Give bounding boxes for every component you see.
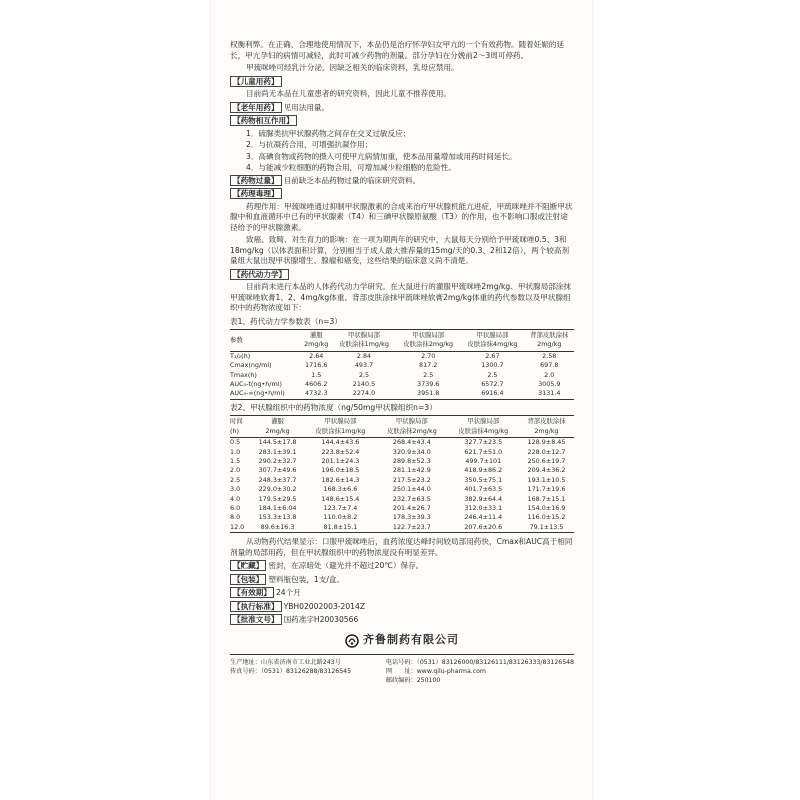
table-cell: 228.0±12.7 bbox=[527, 447, 566, 456]
table-header-cell: 甲状腺局部 皮肤涂抹2mg/kg bbox=[396, 330, 460, 352]
toxicology-section bbox=[230, 188, 574, 200]
table-cell: 2.0 bbox=[544, 370, 555, 379]
company-logo bbox=[230, 634, 574, 648]
table-cell: 401.7±63.5 bbox=[464, 485, 503, 494]
table-cell: 148.6±15.4 bbox=[321, 494, 360, 503]
table-cell: 209.4±36.2 bbox=[527, 466, 566, 475]
table1-caption: 表1、药代动力学参数表（n=3） bbox=[230, 316, 342, 326]
footer-address: 生产地址：山东省济南市工业北路243号 bbox=[230, 658, 341, 666]
table-cell: 312.0±33.1 bbox=[464, 504, 503, 512]
table-cell: 168.3±6.6 bbox=[323, 485, 358, 494]
table-cell: 2140.5 bbox=[352, 380, 376, 389]
table-cell: 307.7±49.6 bbox=[258, 466, 297, 475]
overdose-text: 目前缺乏本品药物过量的临床研究资料。 bbox=[283, 175, 421, 185]
standard-title: 【执行标准】 bbox=[230, 601, 282, 612]
table-cell: Tmax(h) bbox=[230, 370, 257, 379]
toxicology-title: 【药理毒理】 bbox=[230, 188, 282, 199]
table-cell: 2.58 bbox=[542, 351, 557, 360]
table-cell: 2.84 bbox=[356, 351, 372, 360]
interaction-item: 2．与抗凝药合用，可增强抗凝作用； bbox=[246, 140, 373, 149]
pk-text: 目前尚未进行本品的人体药代动力学研究。在大鼠进行的灌服甲巯咪唑2mg/kg、甲状腺局部涂抹甲巯咪唑软膏1、2、4mg/kg体重、背部皮肤涂抹甲巯咪唑软膏2mg/kg体重的药代参数以及甲状腺组织中的药物浓度如下： bbox=[230, 282, 571, 312]
footer-phone: 电话号码：（0531）83126000/83126111/83126333/83126548 bbox=[385, 658, 574, 666]
table-cell: 201.1±24.3 bbox=[321, 456, 360, 465]
table-cell: 320.9±34.0 bbox=[392, 447, 431, 456]
storage-section bbox=[230, 560, 574, 572]
children-text: 目前尚无本品在儿童患者的研究资料，因此儿童不推荐使用。 bbox=[246, 89, 452, 98]
elderly-text: 见用法用量。 bbox=[283, 102, 330, 112]
table-cell: 3739.6 bbox=[417, 380, 440, 389]
table-cell: 110.0±8.2 bbox=[323, 513, 358, 522]
interaction-item: 1．硫脲类抗甲状腺药物之间存在交叉过敏反应； bbox=[246, 128, 411, 138]
pk-parameter-table bbox=[230, 329, 574, 400]
table-cell: 122.7±23.7 bbox=[376, 523, 447, 533]
table-cell: 418.9±86.2 bbox=[464, 466, 503, 475]
table-row bbox=[230, 389, 574, 399]
table-row bbox=[230, 495, 574, 504]
table-row bbox=[230, 351, 574, 361]
table-cell: T₁/₂(h) bbox=[230, 351, 251, 360]
company-name: 齐鲁制药有限公司 bbox=[363, 633, 459, 647]
table-header-cell: 参数 bbox=[230, 330, 301, 352]
interactions-section bbox=[230, 115, 574, 127]
package-title: 【包装】 bbox=[230, 574, 266, 585]
interactions-title: 【药物相互作用】 bbox=[230, 115, 297, 126]
table-row bbox=[230, 457, 574, 466]
table-cell: 621.7±51.0 bbox=[464, 447, 503, 456]
table-cell: 281.1±42.9 bbox=[392, 466, 431, 475]
table-cell: 3131.4 bbox=[525, 389, 574, 399]
leaflet-content bbox=[230, 40, 574, 685]
package-text: 塑料瓶包装，1支/盒。 bbox=[268, 574, 345, 584]
table-cell: 289.8±52.3 bbox=[392, 456, 431, 465]
lactation-text: 甲巯咪唑可经乳汁分泌，因缺乏相关的临床资料，乳母应禁用。 bbox=[246, 63, 459, 72]
table-row bbox=[230, 371, 574, 380]
table-cell: 89.6±16.3 bbox=[250, 523, 304, 533]
table-cell: 250.1±44.0 bbox=[392, 485, 431, 494]
elderly-section bbox=[230, 102, 574, 114]
table-cell: 250.6±19.7 bbox=[527, 456, 566, 465]
elderly-title: 【老年用药】 bbox=[230, 102, 282, 113]
table-cell: 1.0 bbox=[230, 447, 241, 456]
standard-text: YBH02002003-2014Z bbox=[283, 601, 366, 611]
table-cell: 2.67 bbox=[485, 351, 500, 360]
table-cell: 4732.3 bbox=[301, 389, 332, 399]
table-cell: 3005.9 bbox=[538, 380, 561, 389]
toxicology-carcinogenicity: 致癌、致畸、对生育力的影响：在一项为期两年的研究中，大鼠每天分别给予甲巯咪唑0.5、3和18mg/kg（以体表面积计算，分别相当于成人最大推荐量的15mg/天的0.3、2和12倍），两个较高剂量组大鼠出现甲状腺增生、腺瘤和癌变，这些结果的临床意义尚不清楚。 bbox=[230, 235, 570, 265]
table-cell: 229.0±30.2 bbox=[258, 485, 297, 494]
footer-website: 网 址：www.qilu-pharma.com bbox=[385, 667, 486, 675]
table2-caption: 表2、甲状腺组织中的药物浓度（ng/50mg甲状腺组织n=3） bbox=[230, 402, 437, 412]
table-cell: 268.4±43.4 bbox=[392, 438, 431, 447]
table-cell: 2.5 bbox=[230, 475, 241, 484]
storage-title: 【贮藏】 bbox=[230, 560, 266, 571]
table-cell: 2.0 bbox=[230, 466, 241, 475]
table-row bbox=[230, 466, 574, 475]
validity-text: 24个月 bbox=[275, 588, 301, 598]
table-cell: 2.70 bbox=[421, 351, 436, 360]
table-row bbox=[230, 448, 574, 457]
table-header-cell: 甲状腺局部 皮肤涂抹1mg/kg bbox=[332, 330, 396, 352]
table-row bbox=[230, 504, 574, 513]
table-cell: 168.7±15.1 bbox=[527, 494, 566, 503]
validity-section bbox=[230, 587, 574, 599]
leaflet-footer bbox=[230, 654, 574, 685]
pk-title: 【药代动力学】 bbox=[230, 269, 289, 280]
table-cell: 193.1±10.5 bbox=[527, 475, 566, 484]
children-section bbox=[230, 76, 574, 88]
table-cell: 182.6±14.3 bbox=[321, 475, 360, 484]
table-header-cell: 灌服 2mg/kg bbox=[250, 416, 304, 438]
table-cell: 116.0±15.2 bbox=[527, 513, 566, 522]
table-cell: 2.5 bbox=[423, 370, 434, 379]
table-cell: 350.5±75.1 bbox=[464, 475, 503, 484]
qilu-logo-icon bbox=[345, 634, 359, 648]
table-cell: 6916.4 bbox=[460, 389, 524, 399]
table-cell: 12.0 bbox=[230, 523, 250, 533]
table-cell: AUC₀-∞(ng•h/ml) bbox=[230, 389, 301, 399]
table-cell: 144.5±17.8 bbox=[258, 438, 297, 447]
table-cell: 1716.6 bbox=[305, 361, 328, 370]
table-cell: 184.1±6.04 bbox=[258, 504, 297, 512]
table-cell: 4606.2 bbox=[305, 380, 328, 389]
children-title: 【儿童用药】 bbox=[230, 76, 282, 87]
table-cell: Cmax(ng/ml) bbox=[230, 361, 272, 370]
table-cell: 81.8±15.1 bbox=[305, 523, 376, 533]
table-cell: 246.4±11.4 bbox=[464, 513, 503, 522]
table-cell: 128.9±8.45 bbox=[527, 438, 566, 447]
table-row bbox=[230, 438, 574, 448]
table-cell: 499.7±101 bbox=[465, 456, 502, 465]
table-cell: 2274.0 bbox=[332, 389, 396, 399]
table-cell: 201.4±26.7 bbox=[392, 504, 431, 512]
table-cell: 196.0±18.5 bbox=[321, 466, 360, 475]
table-cell: 0.5 bbox=[230, 438, 241, 447]
interaction-item: 3．高碘食物或药物的摄入可使甲亢病情加重，使本品用量增加或用药时间延长。 bbox=[246, 151, 517, 161]
table-cell: 207.6±20.6 bbox=[448, 523, 519, 533]
table-cell: 6.0 bbox=[230, 504, 241, 512]
table-cell: 144.4±43.6 bbox=[321, 438, 360, 447]
overdose-title: 【药物过量】 bbox=[230, 175, 282, 186]
approval-text: 国药准字H20030566 bbox=[283, 615, 359, 625]
tissue-concentration-table bbox=[230, 415, 574, 533]
table-row bbox=[230, 523, 574, 533]
pregnancy-text: 权衡利弊。在正确、合理地使用情况下，本品仍是治疗怀孕妇女甲亢的一个有效药物。随着妊娠的延长，甲亢孕妇的病情可减轻，此时可减少药物的剂量。部分孕妇在分娩前2～3周可停药。 bbox=[230, 40, 565, 60]
table-cell: 382.9±64.4 bbox=[464, 494, 503, 503]
toxicology-pharmacology: 药理作用：甲巯咪唑通过抑制甲状腺激素的合成来治疗甲状腺机能亢进症，甲巯咪唑并不阻断甲状腺中和血液循环中已有的甲状腺素（T4）和三碘甲状腺原氨酸（T3）的作用，也不影响口服或注射途径给予的甲状腺激素。 bbox=[230, 201, 573, 232]
footer-fax: 传真号码：（0531）83126288/83126545 bbox=[230, 667, 352, 675]
table-row bbox=[230, 485, 574, 494]
table-header-cell: 时间 (h) bbox=[230, 416, 250, 438]
table-cell: 4.0 bbox=[230, 494, 241, 503]
table-cell: 223.8±52.4 bbox=[321, 447, 360, 456]
table-header-cell: 灌服 2mg/kg bbox=[301, 330, 332, 352]
standard-section bbox=[230, 601, 574, 613]
table-cell: 171.7±19.6 bbox=[527, 485, 566, 494]
table-cell: 248.3±37.7 bbox=[258, 475, 297, 484]
table-cell: 2.5 bbox=[487, 370, 498, 379]
table-cell: 217.5±23.2 bbox=[392, 475, 431, 484]
table-cell: 3951.8 bbox=[396, 389, 460, 399]
storage-text: 密封，在凉暗处（避光并不超过20℃）保存。 bbox=[268, 561, 424, 571]
table-cell: 79.1±13.5 bbox=[519, 523, 574, 533]
table-cell: 817.2 bbox=[419, 361, 438, 370]
table-cell: 1.5 bbox=[230, 456, 241, 465]
table-header-cell: 背部皮肤涂抹 2mg/kg bbox=[519, 416, 574, 438]
table-cell: 232.7±63.5 bbox=[392, 494, 431, 503]
table-cell: 1300.7 bbox=[481, 361, 504, 370]
package-section bbox=[230, 574, 574, 586]
table-cell: 327.7±23.5 bbox=[464, 438, 503, 447]
validity-title: 【有效期】 bbox=[230, 587, 274, 598]
approval-section bbox=[230, 614, 574, 626]
table-cell: 1.5 bbox=[311, 370, 322, 379]
table-header-cell: 甲状腺局部 皮肤涂抹4mg/kg bbox=[460, 330, 524, 352]
table-cell: 283.1±39.1 bbox=[258, 447, 297, 456]
table-cell: 493.7 bbox=[354, 361, 374, 370]
footer-postcode: 邮政编码：250100 bbox=[385, 676, 441, 684]
interaction-item: 4．与能减少粒细胞的药物合用，可增加减少粒细胞的危险性。 bbox=[246, 163, 456, 172]
table-cell: 697.8 bbox=[540, 361, 559, 370]
table-row bbox=[230, 476, 574, 485]
pk-conclusion: 从动物药代结果显示：口服甲巯咪唑后，血药浓度达峰时间较局部用药快，Cmax和AUC高于相同剂量的局部用药，但在甲状腺组织中的药物浓度没有明显差异。 bbox=[230, 537, 573, 557]
table-header-cell: 背部皮肤涂抹 2mg/kg bbox=[525, 330, 574, 352]
table-row bbox=[230, 380, 574, 389]
table-cell: 2.64 bbox=[309, 351, 324, 360]
table-header-cell: 甲状腺局部 皮肤涂抹4mg/kg bbox=[448, 416, 519, 438]
table-cell: 290.2±32.7 bbox=[258, 456, 297, 465]
table-cell: 6572.7 bbox=[481, 380, 504, 389]
pk-section bbox=[230, 269, 574, 281]
table-cell: 123.7±7.4 bbox=[323, 504, 358, 512]
table-row bbox=[230, 361, 574, 370]
table-cell: 154.0±16.9 bbox=[527, 504, 566, 512]
table-cell: 3.0 bbox=[230, 485, 241, 494]
table-cell: 178.3±39.3 bbox=[392, 513, 431, 522]
table-cell: 179.5±29.5 bbox=[258, 494, 297, 503]
table-header-cell: 甲状腺局部 皮肤涂抹1mg/kg bbox=[305, 416, 376, 438]
table-cell: 2.5 bbox=[358, 370, 370, 379]
approval-title: 【批准文号】 bbox=[230, 614, 282, 625]
table-cell: AUC₀-t(ng•h/ml) bbox=[230, 380, 282, 389]
table-cell: 8.0 bbox=[230, 513, 241, 522]
table-row bbox=[230, 513, 574, 522]
table-header-cell: 甲状腺局部 皮肤涂抹2mg/kg bbox=[376, 416, 447, 438]
table-cell: 153.3±13.8 bbox=[258, 513, 297, 522]
overdose-section bbox=[230, 175, 574, 187]
